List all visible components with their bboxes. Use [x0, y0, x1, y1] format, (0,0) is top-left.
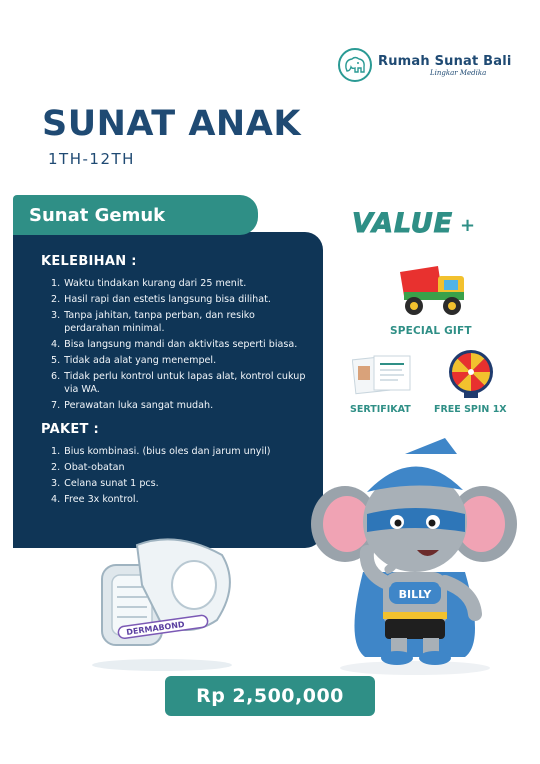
spin-wheel-icon [446, 348, 496, 400]
sertifikat-label: SERTIFIKAT [350, 404, 411, 415]
brand-name: Rumah Sunat Bali [378, 53, 512, 69]
brand-logo [338, 48, 512, 82]
package-tab [13, 195, 258, 235]
mascot-name: BILLY [398, 588, 432, 601]
elephant-mascot-image [305, 432, 520, 677]
brand-sub: Lingkar Medika [430, 68, 487, 77]
price-text: Rp 2,500,000 [196, 685, 344, 707]
elephant-logo-icon [338, 48, 372, 82]
kelebihan-list [41, 277, 307, 412]
list-item: 3. Tanpa jahitan, tanpa perban, dan resiko perdarahan minimal. [51, 310, 255, 334]
list-item: 4. Free 3x kontrol. [51, 494, 139, 505]
list-item: 1. Bius kombinasi. (bius oles dan jarum unyil) [51, 446, 271, 457]
toy-truck-icon [398, 262, 470, 318]
value-plus: + [460, 215, 476, 236]
price-badge [165, 676, 375, 716]
page-title: SUNAT ANAK [42, 104, 301, 144]
page-subtitle: 1TH-12TH [48, 150, 135, 168]
list-item: 2. Hasil rapi dan estetis langsung bisa dilihat. [51, 294, 271, 305]
package-tab-label: Sunat Gemuk [29, 204, 166, 226]
list-item: 7. Perawatan luka sangat mudah. [51, 400, 214, 411]
list-item: 4. Bisa langsung mandi dan aktivitas seperti biasa. [51, 339, 298, 350]
dermabond-label: DERMABOND [125, 619, 186, 637]
paket-heading: PAKET : [41, 422, 100, 437]
value-title: VALUE [352, 208, 454, 239]
list-item: 6. Tidak perlu kontrol untuk lapas alat, kontrol cukup via WA. [51, 371, 306, 395]
info-panel [13, 232, 323, 548]
clamp-device-image [82, 525, 242, 675]
paket-list [41, 445, 307, 506]
free-spin-label: FREE SPIN 1X [434, 404, 507, 415]
list-item: 5. Tidak ada alat yang menempel. [51, 355, 217, 366]
kelebihan-heading: KELEBIHAN : [41, 254, 137, 269]
list-item: 2. Obat-obatan [51, 462, 125, 473]
list-item: 1. Waktu tindakan kurang dari 25 menit. [51, 278, 247, 289]
certificate-icon [352, 352, 414, 398]
list-item: 3. Celana sunat 1 pcs. [51, 478, 159, 489]
special-gift-label: SPECIAL GIFT [390, 325, 472, 337]
